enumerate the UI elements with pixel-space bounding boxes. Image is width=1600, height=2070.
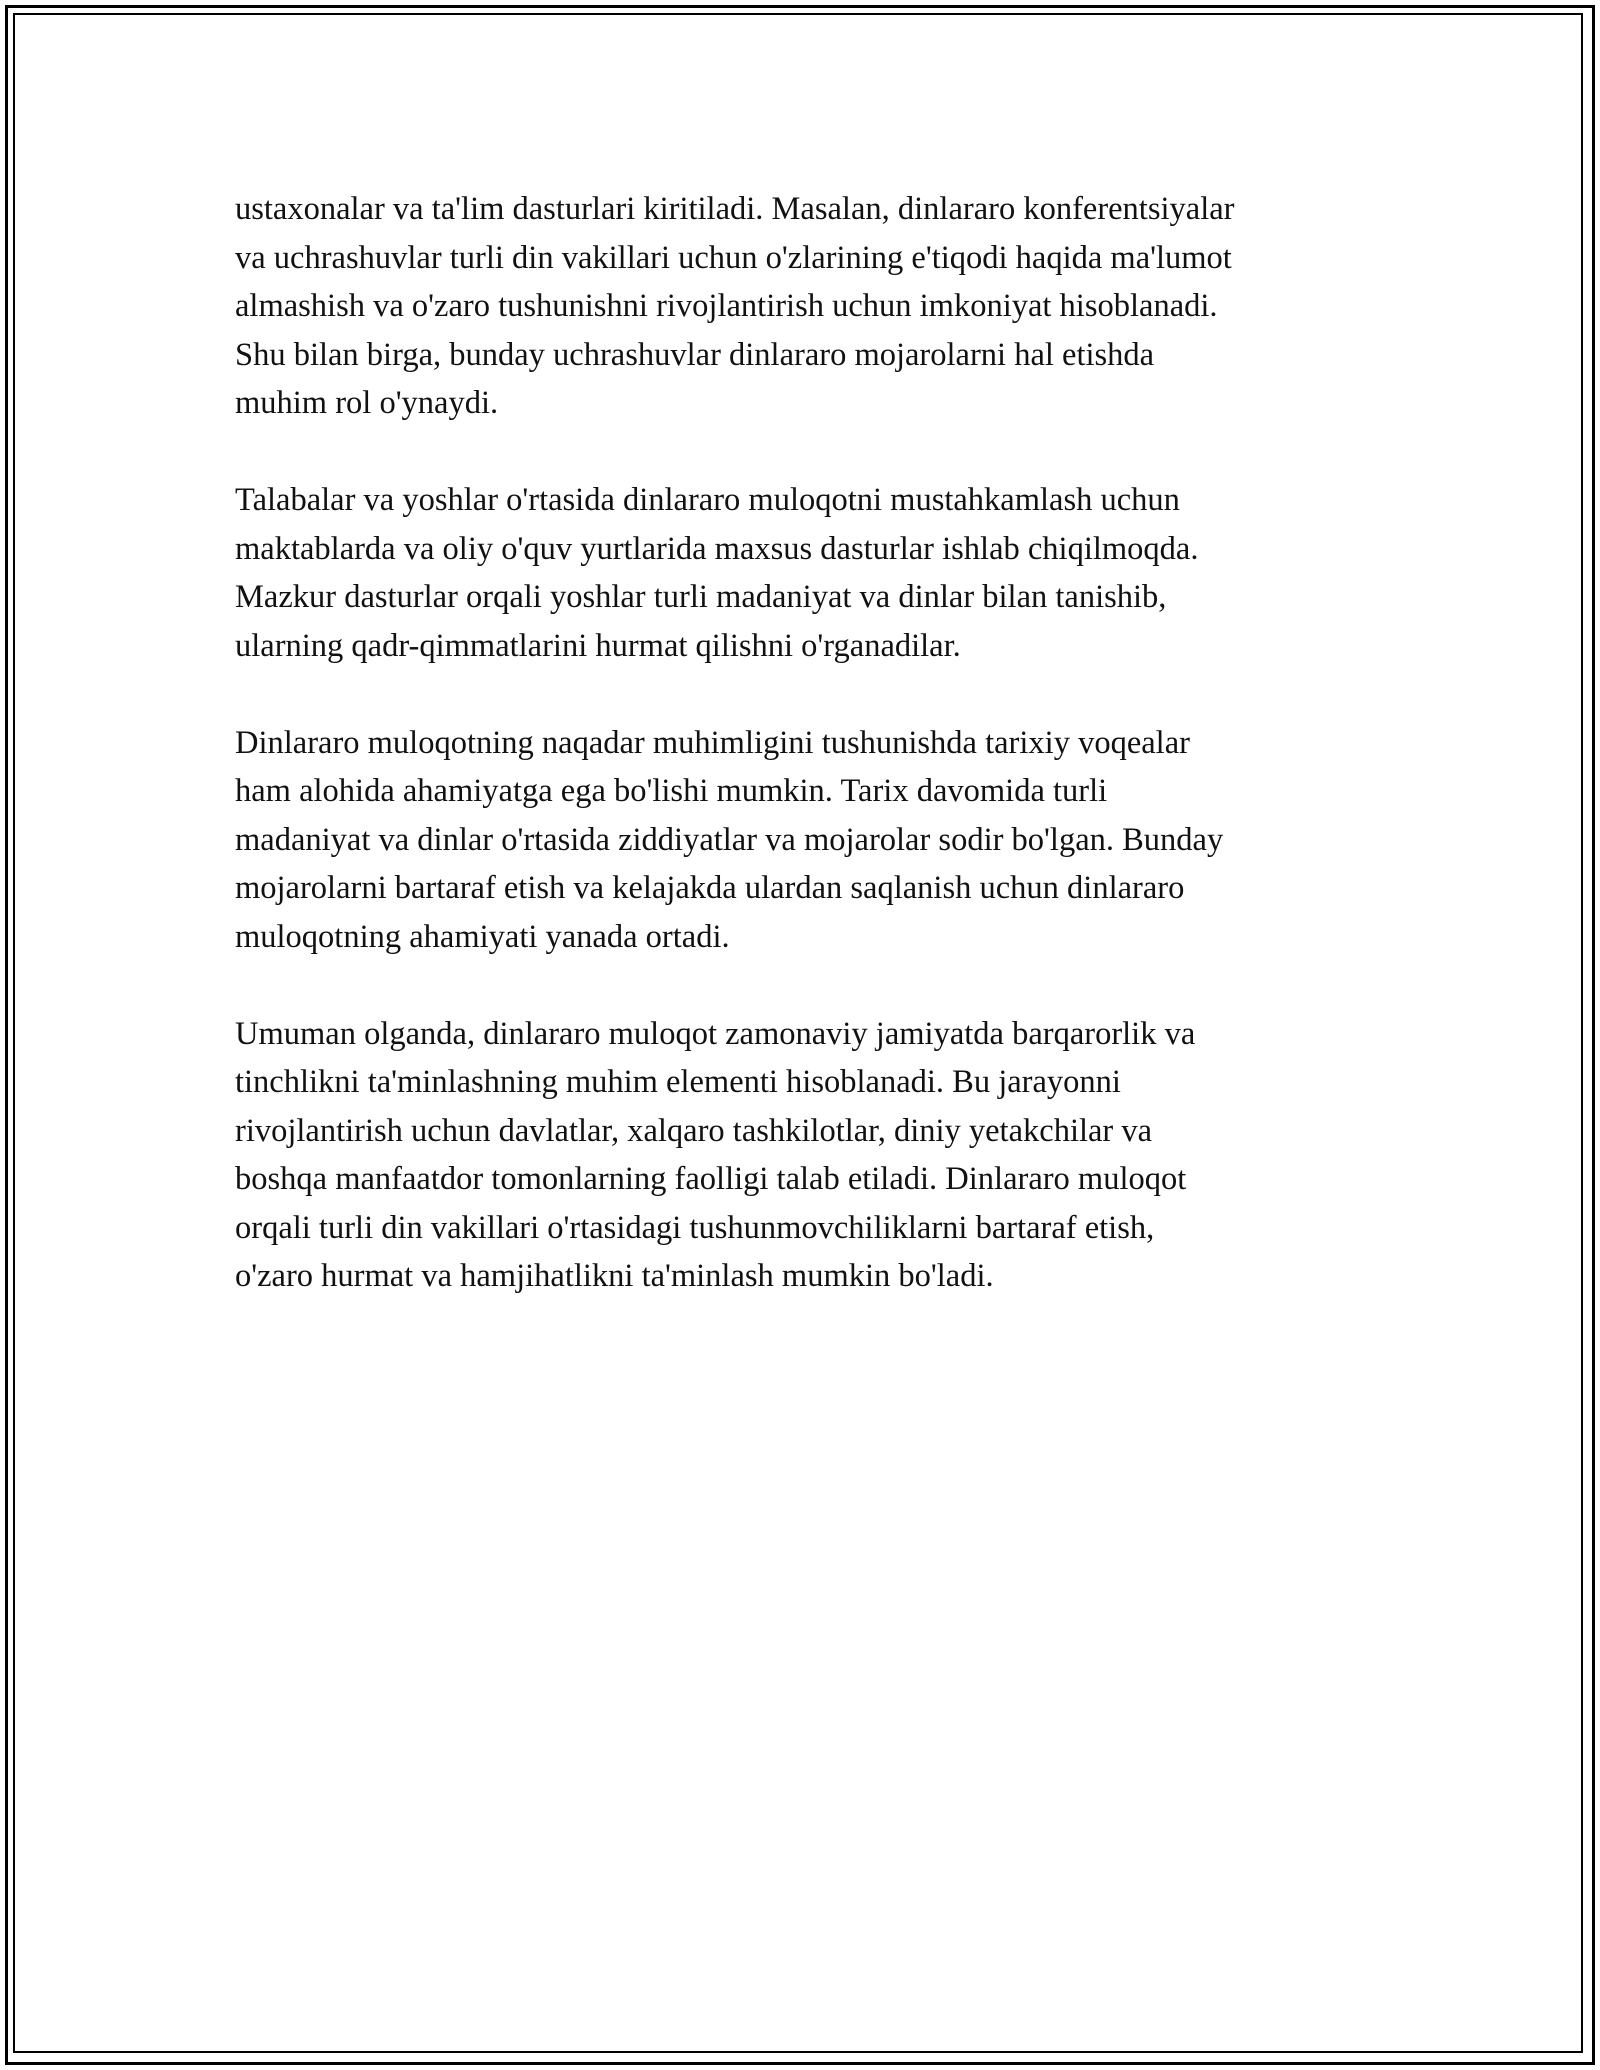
text-line: boshqa manfaatdor tomonlarning faolligi talab etiladi. Dinlararo muloqot (235, 1161, 1187, 1197)
text-line: orqali turli din vakillari o'rtasidagi tushunmovchiliklarni bartaraf etish, (235, 1209, 1155, 1246)
text-line: ustaxonalar va ta'lim dasturlari kiritiladi. Masalan, dinlararo konferentsiyalar (235, 191, 1235, 227)
text-line: madaniyat va dinlar o'rtasida ziddiyatlar va mojarolar sodir bo'lgan. Bunday (235, 821, 1224, 858)
text-line: maktablarda va oliy o'quv yurtlarida maxsus dasturlar ishlab chiqilmoqda. (235, 530, 1199, 567)
paragraph-4 (235, 1010, 1370, 1301)
paragraph-1 (235, 185, 1370, 428)
paragraph-3 (235, 719, 1370, 962)
text-line: almashish va o'zaro tushunishni rivojlantirish uchun imkoniyat hisoblanadi. (235, 288, 1218, 324)
text-line: Dinlararo muloqotning naqadar muhimligini tushunishda tarixiy voqealar (235, 724, 1190, 761)
text-line: muhim rol o'ynaydi. (235, 385, 499, 421)
text-line: mojarolarni bartaraf etish va kelajakda ulardan saqlanish uchun dinlararo (235, 870, 1185, 906)
text-line: Shu bilan birga, bunday uchrashuvlar dinlararo mojarolarni hal etishda (235, 336, 1155, 373)
text-line: ularning qadr-qimmatlarini hurmat qilishni o'rganadilar. (235, 627, 961, 664)
text-line: Umuman olganda, dinlararo muloqot zamonaviy jamiyatda barqarorlik va (235, 1015, 1196, 1052)
text-line: tinchlikni ta'minlashning muhim elementi hisoblanadi. Bu jarayonni (235, 1064, 1121, 1100)
text-line: muloqotning ahamiyati yanada ortadi. (235, 918, 730, 955)
text-line: ham alohida ahamiyatga ega bo'lishi mumkin. Tarix davomida turli (235, 773, 1108, 809)
text-line: rivojlantirish uchun davlatlar, xalqaro tashkilotlar, diniy yetakchilar va (235, 1112, 1153, 1149)
text-line: Mazkur dasturlar orqali yoshlar turli madaniyat va dinlar bilan tanishib, (235, 579, 1167, 615)
document-body (235, 185, 1370, 1349)
text-line: o'zaro hurmat va hamjihatlikni ta'minlash mumkin bo'ladi. (235, 1258, 994, 1294)
text-line: Talabalar va yoshlar o'rtasida dinlararo muloqotni mustahkamlash uchun (235, 482, 1180, 518)
paragraph-2 (235, 476, 1370, 670)
text-line: va uchrashuvlar turli din vakillari uchun o'zlarining e'tiqodi haqida ma'lumot (235, 239, 1232, 276)
